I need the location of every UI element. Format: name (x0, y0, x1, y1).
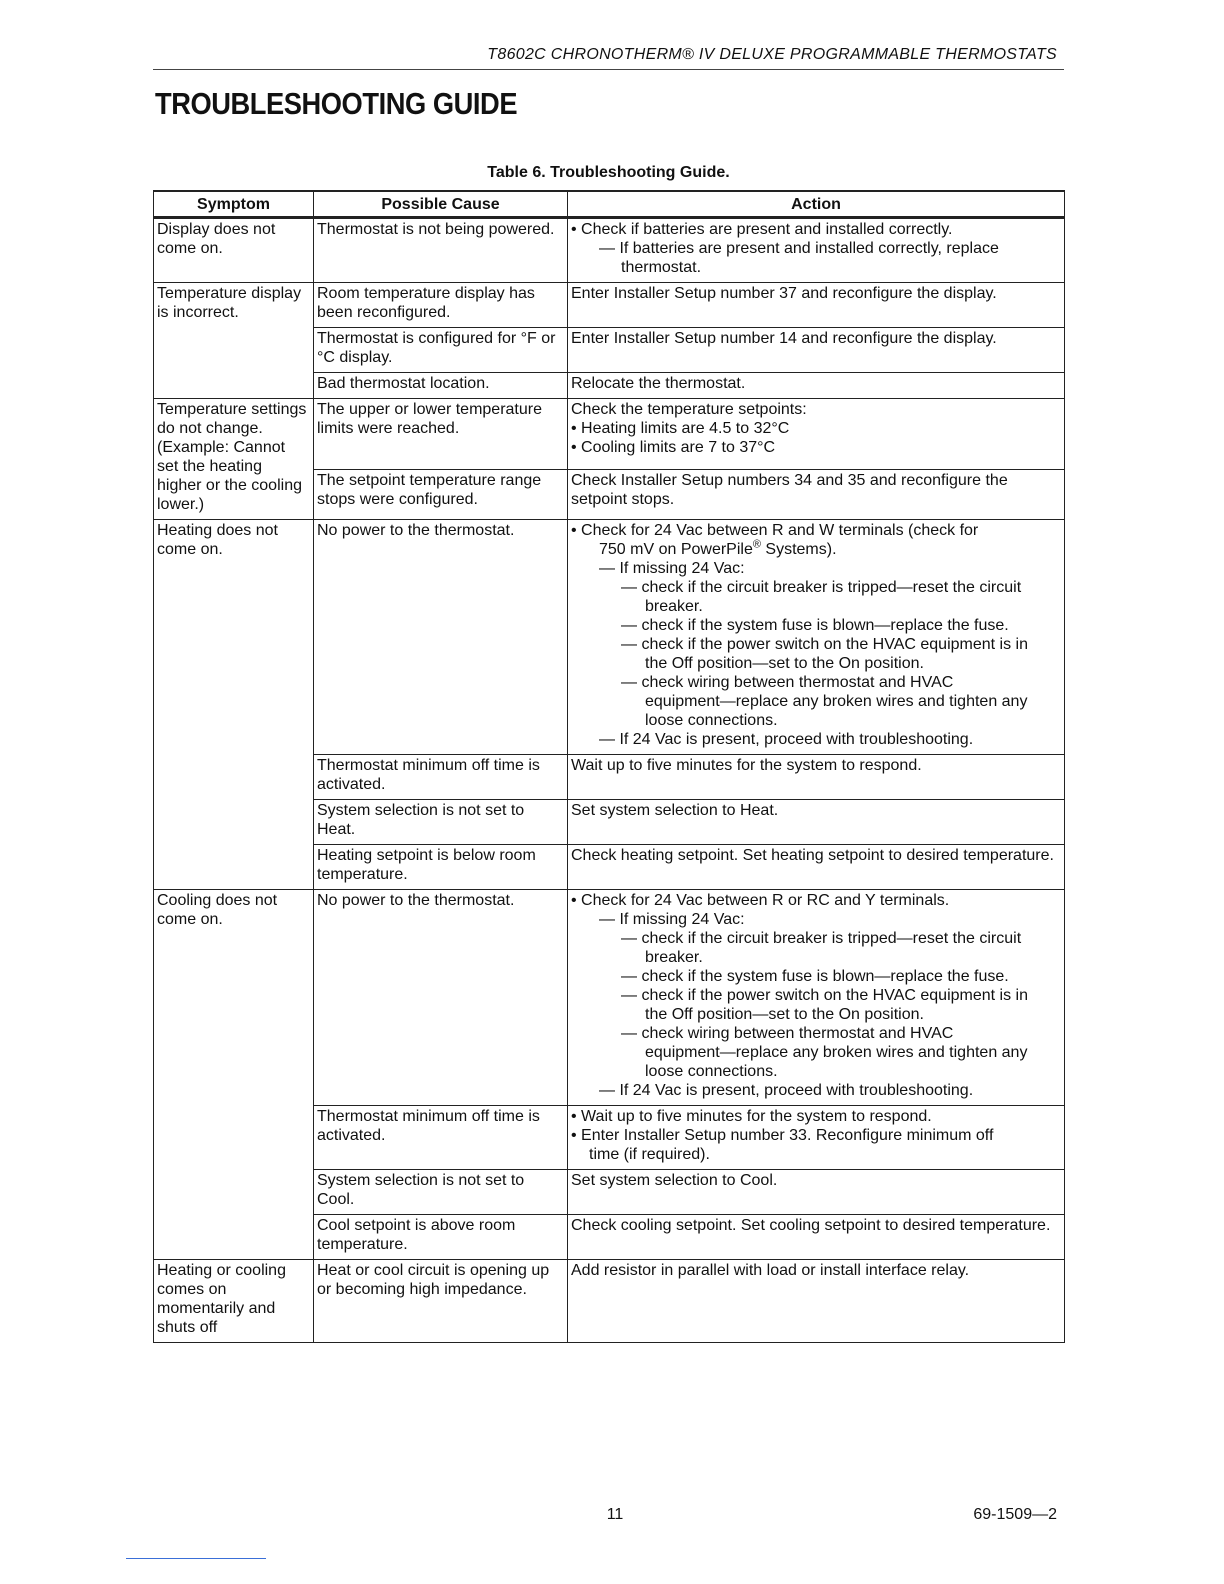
column-header-symptom: Symptom (154, 191, 314, 218)
action-line: — If batteries are present and installed correctly, replace (599, 240, 999, 257)
action-line: breaker. (645, 949, 703, 966)
header-rule (153, 69, 1064, 70)
column-header-cause: Possible Cause (314, 191, 568, 218)
action-line: — check wiring between thermostat and HVAC (621, 1025, 954, 1042)
cause-cell: The setpoint temperature range stops were configured. (314, 470, 568, 520)
action-line: equipment—replace any broken wires and tighten any (645, 693, 1028, 710)
table-caption: Table 6. Troubleshooting Guide. (487, 164, 730, 181)
action-cell: Check cooling setpoint. Set cooling setpoint to desired temperature. (568, 1215, 1065, 1260)
page-title: TROUBLESHOOTING GUIDE (155, 86, 518, 121)
symptom-cell: Heating does not come on. (154, 520, 314, 890)
cause-cell: Thermostat is not being powered. (314, 218, 568, 283)
action-cell: Check heating setpoint. Set heating setpoint to desired temperature. (568, 845, 1065, 890)
column-header-action: Action (568, 191, 1065, 218)
running-header: T8602C CHRONOTHERM® IV DELUXE PROGRAMMABLE THERMOSTATS (487, 46, 1057, 63)
symptom-cell: Temperature display is incorrect. (154, 283, 314, 399)
cause-cell: Thermostat is configured for °F or °C display. (314, 328, 568, 373)
action-line: • Check for 24 Vac between R or RC and Y terminals. (571, 892, 950, 909)
cause-cell: Bad thermostat location. (314, 373, 568, 399)
symptom-cell: Cooling does not come on. (154, 890, 314, 1260)
cause-cell: System selection is not set to Cool. (314, 1170, 568, 1215)
action-line: the Off position—set to the On position. (645, 655, 924, 672)
action-cell: Check Installer Setup numbers 34 and 35 and reconfigure the setpoint stops. (568, 470, 1065, 520)
action-line: time (if required). (589, 1146, 710, 1163)
action-line: • Heating limits are 4.5 to 32°C (571, 420, 790, 437)
action-line: — check wiring between thermostat and HVAC (621, 674, 954, 691)
action-line: — check if the system fuse is blown—replace the fuse. (621, 968, 1009, 985)
action-line: — If 24 Vac is present, proceed with troubleshooting. (599, 1082, 974, 1099)
action-line: — If missing 24 Vac: (599, 911, 745, 928)
cause-cell: Thermostat minimum off time is activated. (314, 1106, 568, 1170)
action-line: • Enter Installer Setup number 33. Reconfigure minimum off (571, 1127, 994, 1144)
action-line: • Wait up to five minutes for the system to respond. (571, 1108, 932, 1125)
cause-cell: No power to the thermostat. (314, 890, 568, 1106)
action-line: — If 24 Vac is present, proceed with troubleshooting. (599, 731, 974, 748)
action-line: — check if the circuit breaker is tripped—reset the circuit (621, 579, 1022, 596)
cause-cell: Room temperature display has been reconfigured. (314, 283, 568, 328)
table-row (154, 218, 1065, 283)
cause-cell: No power to the thermostat. (314, 520, 568, 755)
link-underline (126, 1558, 266, 1559)
action-line: • Cooling limits are 7 to 37°C (571, 439, 776, 456)
action-line: Check the temperature setpoints: (571, 401, 807, 418)
action-cell: Set system selection to Heat. (568, 800, 1065, 845)
action-line: thermostat. (621, 259, 702, 276)
page-number: 11 (606, 1506, 624, 1523)
systems-text: Systems). (760, 541, 837, 558)
table-row (154, 1260, 1065, 1343)
action-cell: Set system selection to Cool. (568, 1170, 1065, 1215)
action-line: breaker. (645, 598, 703, 615)
action-line: — If missing 24 Vac: (599, 560, 745, 577)
cause-cell: Thermostat minimum off time is activated. (314, 755, 568, 800)
cause-cell: Heat or cool circuit is opening up or becoming high impedance. (314, 1260, 568, 1343)
cause-cell: Cool setpoint is above room temperature. (314, 1215, 568, 1260)
action-cell (568, 218, 1065, 283)
symptom-cell: Heating or cooling comes on momentarily and shuts off (154, 1260, 314, 1343)
symptom-cell: Temperature settings do not change. (Example: Cannot set the heating higher or the cooling lower.) (154, 399, 314, 520)
action-cell (568, 520, 1065, 755)
cause-cell: Heating setpoint is below room temperature. (314, 845, 568, 890)
table-row (154, 283, 1065, 328)
troubleshooting-table (153, 190, 1065, 1343)
action-line (571, 540, 1061, 559)
action-line: • Check for 24 Vac between R and W terminals (check for (571, 522, 979, 539)
table-row (154, 890, 1065, 1106)
action-line: • Check if batteries are present and installed correctly. (571, 221, 953, 238)
action-line: — check if the system fuse is blown—replace the fuse. (621, 617, 1009, 634)
symptom-cell: Display does not come on. (154, 218, 314, 283)
cause-cell: The upper or lower temperature limits were reached. (314, 399, 568, 470)
action-cell (568, 1106, 1065, 1170)
document-number: 69-1509—2 (973, 1506, 1057, 1523)
action-cell: Wait up to five minutes for the system to respond. (568, 755, 1065, 800)
table-row (154, 399, 1065, 470)
action-cell: Relocate the thermostat. (568, 373, 1065, 399)
table-row (154, 520, 1065, 755)
action-cell (568, 399, 1065, 470)
registered-mark: ® (752, 538, 761, 551)
table-header-row (154, 191, 1065, 218)
cause-cell: System selection is not set to Heat. (314, 800, 568, 845)
action-line: — check if the circuit breaker is tripped—reset the circuit (621, 930, 1022, 947)
action-cell: Enter Installer Setup number 14 and reconfigure the display. (568, 328, 1065, 373)
powerpile-text: 750 mV on PowerPile (599, 541, 753, 558)
action-line: — check if the power switch on the HVAC equipment is in (621, 636, 1028, 653)
action-line: equipment—replace any broken wires and tighten any (645, 1044, 1028, 1061)
action-line: loose connections. (645, 712, 778, 729)
action-cell: Enter Installer Setup number 37 and reconfigure the display. (568, 283, 1065, 328)
action-line: — check if the power switch on the HVAC equipment is in (621, 987, 1028, 1004)
action-cell (568, 890, 1065, 1106)
action-cell: Add resistor in parallel with load or install interface relay. (568, 1260, 1065, 1343)
action-line: loose connections. (645, 1063, 778, 1080)
action-line: the Off position—set to the On position. (645, 1006, 924, 1023)
